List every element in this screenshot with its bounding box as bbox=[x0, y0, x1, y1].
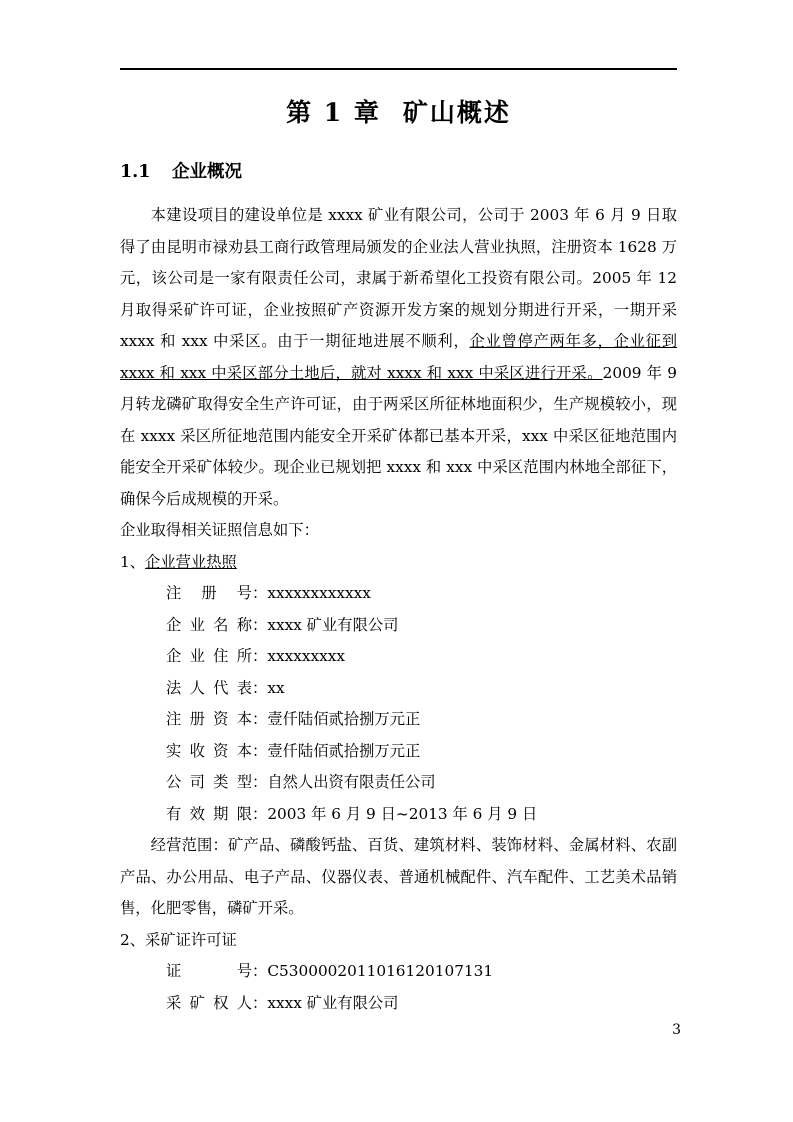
body-paragraph bbox=[120, 200, 677, 515]
detail-label: 公司类型 bbox=[166, 773, 252, 792]
license-heading-1 bbox=[120, 547, 677, 579]
page-content bbox=[120, 96, 677, 1019]
detail-label: 实收资本 bbox=[166, 741, 252, 760]
detail-row bbox=[120, 736, 677, 768]
detail-separator: ： bbox=[252, 962, 268, 981]
detail-separator: ： bbox=[252, 678, 268, 697]
detail-label: 证号 bbox=[166, 962, 252, 981]
detail-label: 注册资本 bbox=[166, 710, 252, 729]
detail-label: 注册号 bbox=[166, 584, 252, 603]
detail-label: 企业住所 bbox=[166, 647, 252, 666]
detail-row bbox=[120, 988, 677, 1020]
detail-row bbox=[120, 767, 677, 799]
detail-separator: ： bbox=[252, 615, 268, 634]
detail-separator: ： bbox=[252, 584, 268, 603]
detail-separator: ： bbox=[252, 773, 268, 792]
detail-row bbox=[120, 799, 677, 831]
license-heading-text-2: 采矿证许可证 bbox=[145, 930, 237, 949]
detail-row bbox=[120, 956, 677, 988]
body-paragraph-underlined: 企业曾停产两年多，企业征到 xxxx 和 xxx 中采区部分土地后，就对 xxxx 和 xxx 中采区进行开采。 bbox=[120, 332, 677, 382]
detail-value: 壹仟陆佰贰拾捌万元正 bbox=[267, 741, 421, 760]
section-title: 企业概况 bbox=[172, 161, 242, 182]
detail-label: 法人代表 bbox=[166, 678, 252, 697]
business-scope-paragraph: 经营范围：矿产品、磷酸钙盐、百货、建筑材料、装饰材料、金属材料、农副产品、办公用品、电子产品、仪器仪表、普通机械配件、汽车配件、工艺美术品销售，化肥零售，磷矿开采。 bbox=[120, 836, 677, 918]
detail-separator: ： bbox=[252, 710, 268, 729]
detail-label: 采矿权人 bbox=[166, 993, 252, 1012]
detail-separator: ： bbox=[252, 993, 268, 1012]
chapter-title bbox=[120, 96, 677, 130]
license-heading-text-1: 企业营业热照 bbox=[145, 552, 237, 571]
detail-value: xxxx 矿业有限公司 bbox=[267, 615, 399, 634]
detail-separator: ： bbox=[252, 804, 268, 823]
detail-value: xx bbox=[267, 678, 285, 697]
detail-value: xxxx 矿业有限公司 bbox=[267, 993, 399, 1012]
detail-label: 有效期限 bbox=[166, 804, 252, 823]
detail-value: 2003 年 6 月 9 日~2013 年 6 月 9 日 bbox=[267, 804, 538, 823]
intro-line: 企业取得相关证照信息如下： bbox=[120, 521, 319, 540]
detail-value: xxxxxxxxx bbox=[267, 647, 345, 666]
detail-row bbox=[120, 704, 677, 736]
detail-row bbox=[120, 641, 677, 673]
page-number: 3 bbox=[672, 1022, 681, 1038]
detail-separator: ： bbox=[252, 741, 268, 760]
detail-value: C5300002011016120107131 bbox=[267, 962, 494, 981]
detail-separator: ： bbox=[252, 647, 268, 666]
license-heading-2 bbox=[120, 925, 677, 957]
section-number: 1.1 bbox=[120, 161, 151, 182]
detail-label: 企业名称 bbox=[166, 615, 252, 634]
license-heading-number-1: 1、 bbox=[120, 552, 146, 571]
chapter-title-text: 矿山概述 bbox=[402, 98, 511, 127]
detail-value: 壹仟陆佰贰拾捌万元正 bbox=[267, 710, 421, 729]
body-paragraph-part1: 本建设项目的建设单位是 xxxx 矿业有限公司，公司于 2003 年 6 月 9 日取得了由昆明市禄劝县工商行政管理局颁发的企业法人营业执照，注册资本 1628 万元，该公司是一家有限责任公司，隶属于新希望化工投资有限公司。2005 年 12 月取得采矿许可证，企业按照矿产资源开发方案的规划分期进行开采，一期开采 xxxx 和 xxx 中采区。由于一期征地进展不顺利， bbox=[120, 206, 677, 351]
detail-value: 自然人出资有限责任公司 bbox=[267, 773, 436, 792]
detail-row bbox=[120, 673, 677, 705]
chapter-title-number: 第 1 章 bbox=[286, 98, 381, 127]
detail-value: xxxxxxxxxxxx bbox=[267, 584, 371, 603]
license-heading-number-2: 2、 bbox=[120, 930, 146, 949]
header-rule bbox=[120, 68, 677, 70]
detail-row bbox=[120, 578, 677, 610]
section-heading bbox=[120, 160, 677, 185]
body-paragraph-part2: 2009 年 9 月转龙磷矿取得安全生产许可证，由于两采区所征林地面积少，生产规模较小，现在 xxxx 采区所征地范围内能安全开采矿体都已基本开采，xxx 中采区征地范围内能安全开采矿体较少。现企业已规划把 xxxx 和 xxx 中采区范围内林地全部征下，确保今后成规模的开采。 bbox=[120, 363, 677, 508]
detail-row bbox=[120, 610, 677, 642]
